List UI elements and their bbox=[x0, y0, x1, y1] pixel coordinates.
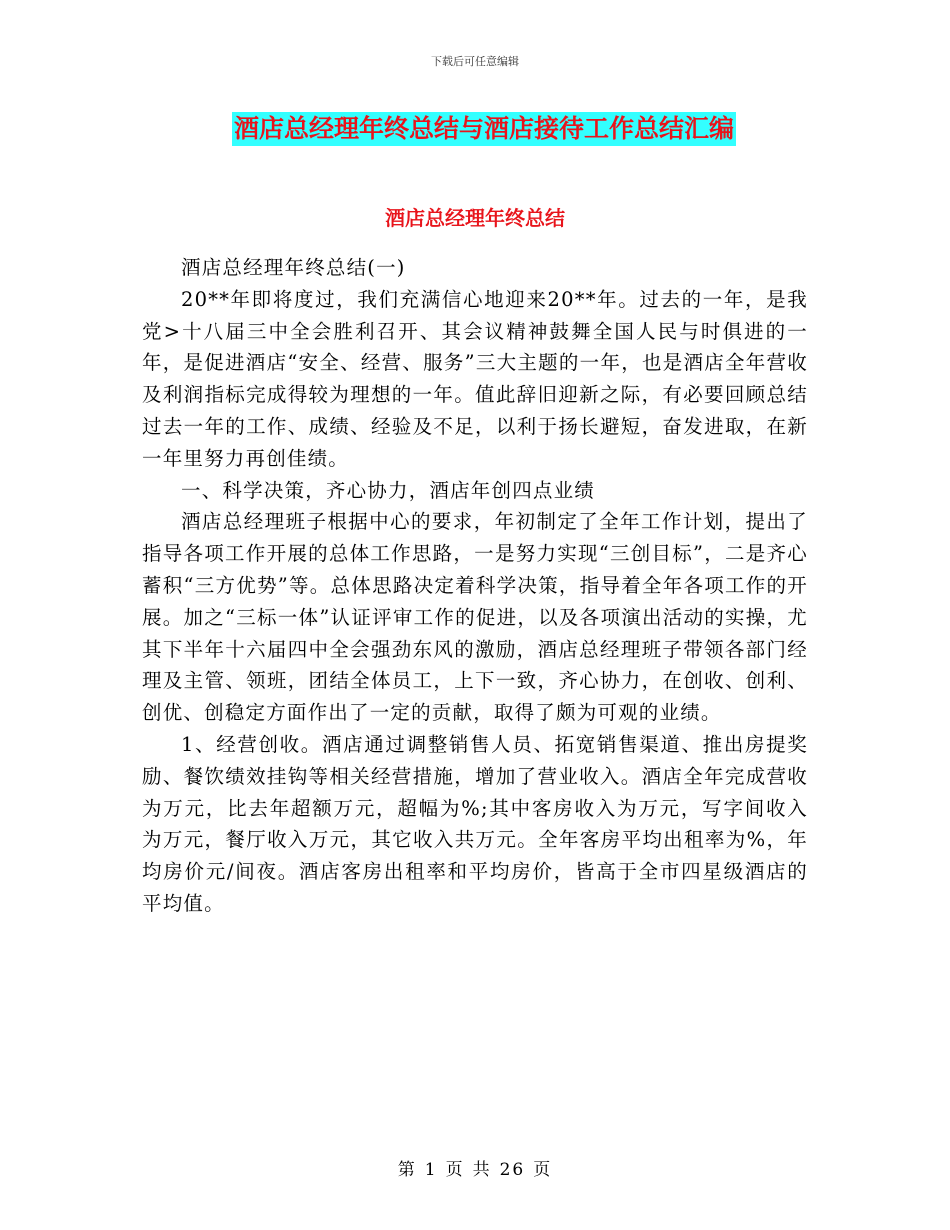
page-label: 共 bbox=[472, 1160, 492, 1180]
page-current: 1 bbox=[424, 1160, 438, 1180]
page-label: 第 bbox=[397, 1160, 417, 1180]
paragraph: 酒店总经理年终总结(一) bbox=[181, 256, 406, 279]
page-label: 页 bbox=[445, 1160, 465, 1180]
sub-title: 酒店总经理年终总结 bbox=[385, 206, 565, 230]
header-note: 下载后可任意编辑 bbox=[431, 55, 519, 68]
paragraph: 酒店总经理班子根据中心的要求，年初制定了全年工作计划，提出了指导各项工作开展的总体工作思路，一是努力实现“三创目标”，二是齐心蓄积“三方优势”等。总体思路决定着科学决策，指导着全年各项工作的开展。加之“三标一体”认证评审工作的促进，以及各项演出活动的实操，尤其下半年十六届四中全会强劲东风的激励，酒店总经理班子带领各部门经理及主管、领班，团结全体员工，上下一致，齐心协力，在创收、创利、创优、创稳定方面作出了一定的贡献，取得了颇为可观的业绩。 bbox=[142, 510, 808, 725]
paragraph: 1、经营创收。酒店通过调整销售人员、拓宽销售渠道、推出房提奖励、餐饮绩效挂钩等相关经营措施，增加了营业收入。酒店全年完成营收为万元，比去年超额万元，超幅为%;其中客房收入为万元，写字间收入为万元，餐厅收入万元，其它收入共万元。全年客房平均出租率为%，年均房价元/间夜。酒店客房出租率和平均房价，皆高于全市四星级酒店的平均值。 bbox=[142, 732, 808, 915]
main-title-container bbox=[232, 112, 764, 146]
document-body bbox=[142, 252, 808, 920]
paragraph: 20**年即将度过，我们充满信心地迎来20**年。过去的一年，是我党>十八届三中全会胜利召开、其会议精神鼓舞全国人民与时俱进的一年，是促进酒店“安全、经营、服务”三大主题的一年，也是酒店全年营收及利润指标完成得较为理想的一年。值此辞旧迎新之际，有必要回顾总结过去一年的工作、成绩、经验及不足，以利于扬长避短，奋发进取，在新一年里努力再创佳绩。 bbox=[142, 287, 808, 470]
paragraph: 一、科学决策，齐心协力，酒店年创四点业绩 bbox=[181, 478, 596, 502]
page-total: 26 bbox=[499, 1160, 526, 1180]
main-title: 酒店总经理年终总结与酒店接待工作总结汇编 bbox=[232, 112, 736, 146]
page-number-footer bbox=[0, 1155, 950, 1180]
page-label: 页 bbox=[533, 1160, 553, 1180]
